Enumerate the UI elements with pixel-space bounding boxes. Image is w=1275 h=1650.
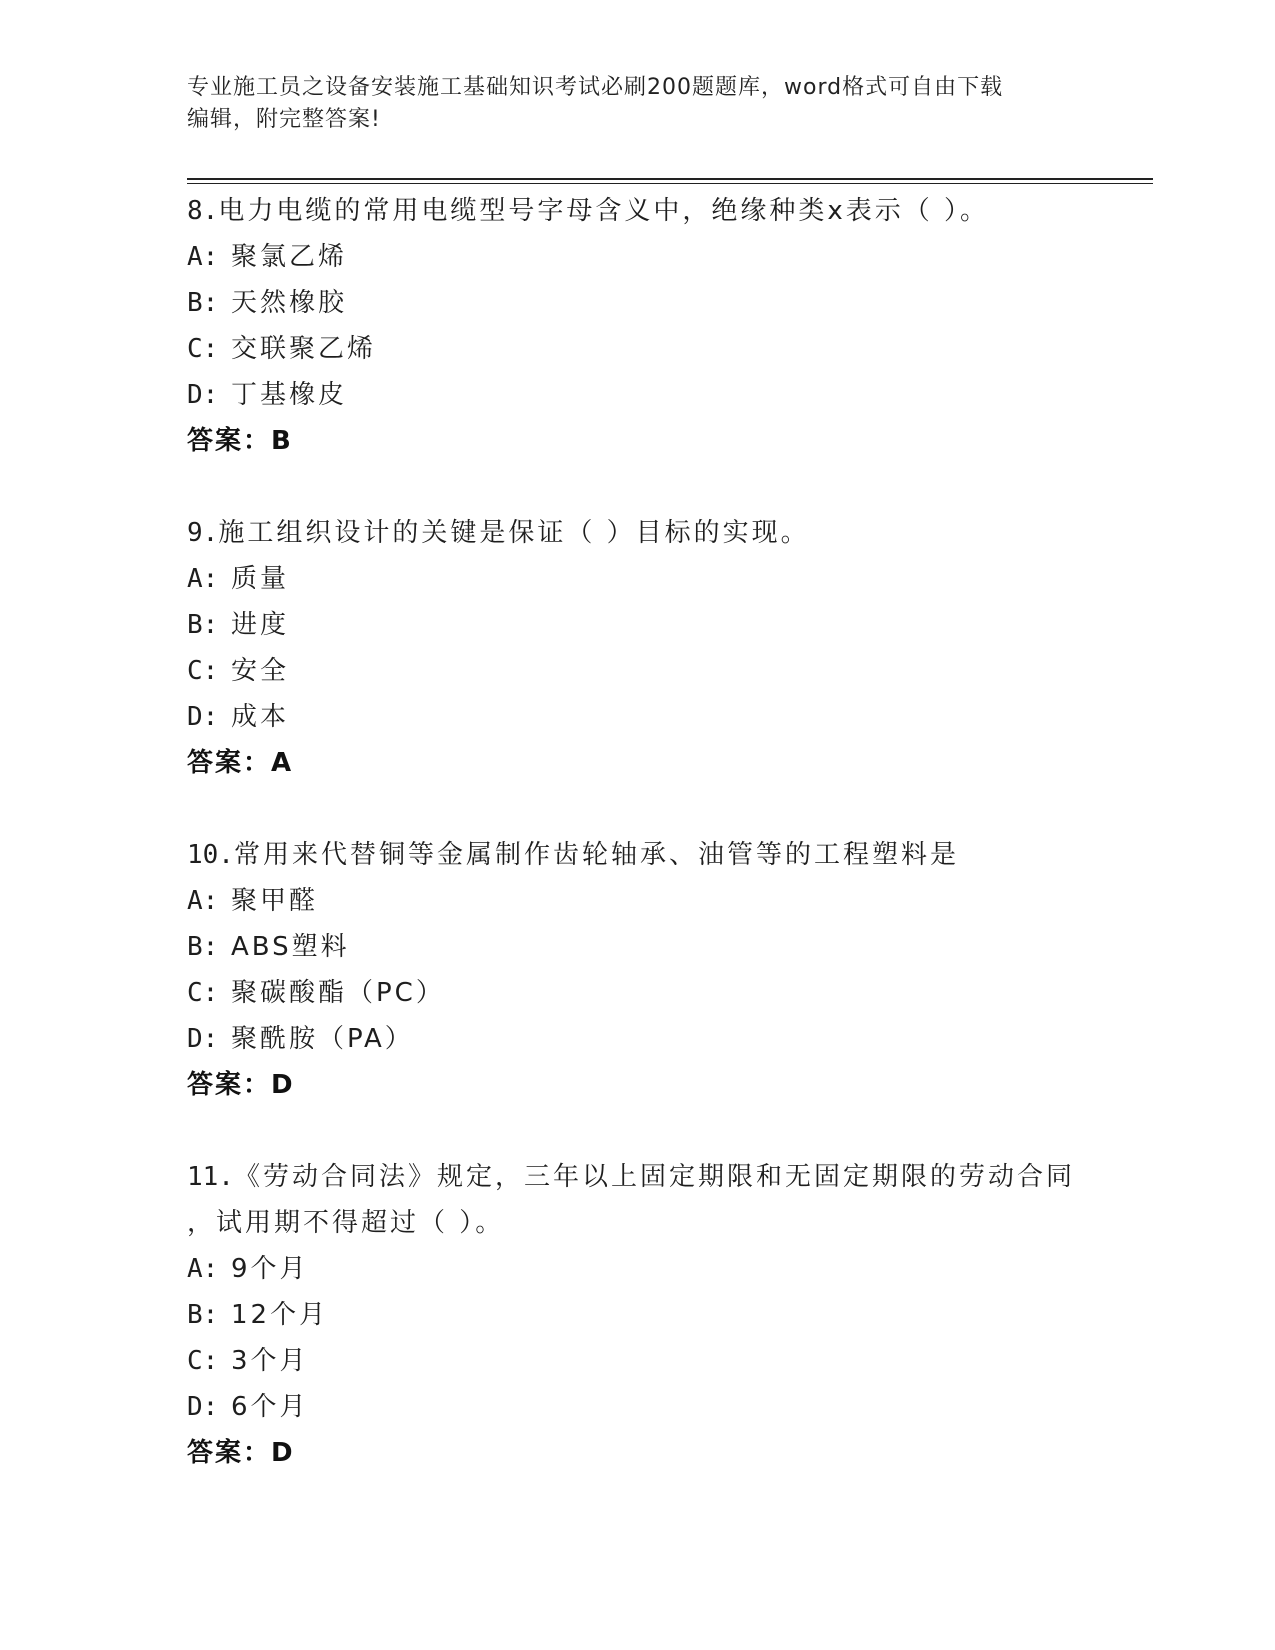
option-a bbox=[187, 556, 1087, 602]
option-key: B: bbox=[187, 932, 219, 962]
question-11 bbox=[187, 1154, 1087, 1476]
option-text: 安全 bbox=[231, 656, 290, 686]
option-key: A: bbox=[187, 1254, 219, 1284]
option-c bbox=[187, 326, 1087, 372]
question-stem bbox=[187, 510, 1087, 556]
question-list bbox=[187, 188, 1087, 1522]
option-d bbox=[187, 372, 1087, 418]
question-text: 《劳动合同法》规定，三年以上固定期限和无固定期限的劳动合同 bbox=[233, 1162, 1075, 1192]
option-c bbox=[187, 970, 1087, 1016]
option-text: 天然橡胶 bbox=[231, 288, 348, 318]
question-stem bbox=[187, 1154, 1087, 1200]
option-d bbox=[187, 694, 1087, 740]
option-key: D: bbox=[187, 1024, 219, 1054]
document-header bbox=[187, 72, 1067, 136]
option-b bbox=[187, 280, 1087, 326]
option-key: B: bbox=[187, 610, 219, 640]
option-key: A: bbox=[187, 886, 219, 916]
option-key: C: bbox=[187, 334, 219, 364]
option-b bbox=[187, 1292, 1087, 1338]
question-stem bbox=[187, 188, 1087, 234]
option-text: 聚氯乙烯 bbox=[231, 242, 348, 272]
option-key: B: bbox=[187, 1300, 219, 1330]
header-rule-thin bbox=[187, 183, 1153, 184]
question-stem-continued: ，试用期不得超过（ ）。 bbox=[187, 1208, 505, 1238]
option-key: B: bbox=[187, 288, 219, 318]
option-key: A: bbox=[187, 564, 219, 594]
option-c bbox=[187, 648, 1087, 694]
option-d bbox=[187, 1384, 1087, 1430]
option-text: 12个月 bbox=[231, 1300, 329, 1330]
option-text: 丁基橡皮 bbox=[231, 380, 348, 410]
question-text: 电力电缆的常用电缆型号字母含义中，绝缘种类x表示（ ）。 bbox=[218, 196, 989, 226]
question-9 bbox=[187, 510, 1087, 786]
option-text: 聚碳酸酯（PC） bbox=[231, 978, 445, 1008]
option-key: A: bbox=[187, 242, 219, 272]
question-text: 常用来代替铜等金属制作齿轮轴承、油管等的工程塑料是 bbox=[233, 840, 959, 870]
option-text: 9个月 bbox=[231, 1254, 309, 1284]
option-a bbox=[187, 234, 1087, 280]
option-text: 3个月 bbox=[231, 1346, 309, 1376]
option-b bbox=[187, 602, 1087, 648]
option-a bbox=[187, 1246, 1087, 1292]
option-text: 质量 bbox=[231, 564, 290, 594]
answer-line: 答案：D bbox=[187, 1438, 295, 1468]
question-number: 10. bbox=[187, 840, 234, 870]
option-key: C: bbox=[187, 656, 219, 686]
option-text: 交联聚乙烯 bbox=[231, 334, 377, 364]
question-number: 9. bbox=[187, 518, 219, 548]
option-key: C: bbox=[187, 978, 219, 1008]
question-8 bbox=[187, 188, 1087, 464]
option-text: 聚甲醛 bbox=[231, 886, 319, 916]
header-rule-thick bbox=[187, 178, 1153, 180]
option-key: C: bbox=[187, 1346, 219, 1376]
option-d bbox=[187, 1016, 1087, 1062]
option-b bbox=[187, 924, 1087, 970]
question-10 bbox=[187, 832, 1087, 1108]
option-key: D: bbox=[187, 1392, 219, 1422]
option-a bbox=[187, 878, 1087, 924]
header-title-line2: 编辑，附完整答案! bbox=[187, 107, 381, 132]
answer-line: 答案：D bbox=[187, 1070, 295, 1100]
question-number: 11. bbox=[187, 1162, 234, 1192]
question-text: 施工组织设计的关键是保证（ ）目标的实现。 bbox=[218, 518, 810, 548]
question-stem bbox=[187, 832, 1087, 878]
question-number: 8. bbox=[187, 196, 219, 226]
option-text: 成本 bbox=[231, 702, 290, 732]
option-c bbox=[187, 1338, 1087, 1384]
header-title-line1: 专业施工员之设备安装施工基础知识考试必刷200题题库，word格式可自由下载 bbox=[187, 75, 1004, 100]
option-text: 聚酰胺（PA） bbox=[231, 1024, 414, 1054]
answer-line: 答案：B bbox=[187, 426, 293, 456]
option-text: 6个月 bbox=[231, 1392, 309, 1422]
option-key: D: bbox=[187, 380, 219, 410]
option-text: ABS塑料 bbox=[231, 932, 350, 962]
option-key: D: bbox=[187, 702, 219, 732]
answer-line: 答案：A bbox=[187, 748, 294, 778]
option-text: 进度 bbox=[231, 610, 290, 640]
